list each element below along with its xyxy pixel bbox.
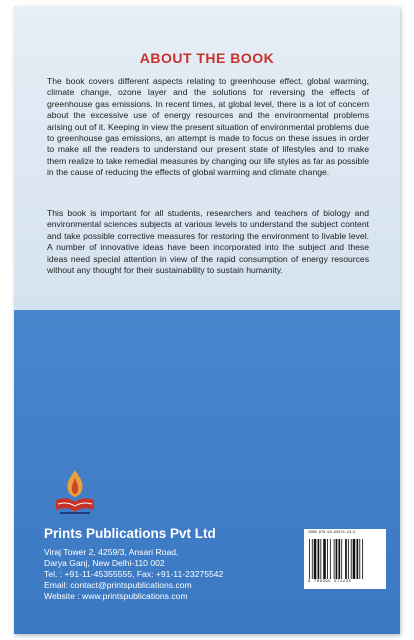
barcode-bar [309,539,310,579]
barcode-bar [359,539,360,579]
barcode-bars [309,539,381,579]
barcode [304,529,386,589]
publisher-phone: Tel. : +91-11-45355555, Fax: +91-11-23275542 [44,569,224,579]
barcode-bar [336,539,338,579]
barcode-bar [341,539,342,579]
book-back-cover [14,6,400,634]
barcode-bar [348,539,349,579]
flame-book-logo-icon [52,466,98,518]
barcode-bar [338,539,340,579]
description-paragraph-2: This book is important for all students, researchers and teachers of biology and environmental sciences subjects at various levels to understand the subject content and take possible corrective measures for restoring the environment to livable level. A number of innovative ideas have been incorporated into the subject and these ideas need special attention in view of the rapid consumption of energy resources without any thought for their sustainability to sustain humanity. [47,208,369,276]
barcode-bar [327,539,328,579]
barcode-bar [312,539,313,579]
isbn-label: ISBN 978-93-95674-24-5 [308,531,356,535]
barcode-bar [320,539,321,579]
publisher-email: Email: contact@printspublications.com [44,580,192,590]
barcode-bar [323,539,326,579]
barcode-bar [357,539,359,579]
description-paragraph-1: The book covers different aspects relating to greenhouse effect, global warming, climate change, ozone layer and the solutions for reversing the effects of greenhouse gas emissions. In recent times, at global level, there is a lot of concern about the excessive use of energy resources and the environmental problems arising out of it. Keeping in view the present situation of environmental problems due to greenhouse gas emissions, an attempt is made to focus on these issues in order to make all the readers to understand our present state of lifestyles and to make them realize to take remedial measures by changing our life styles as far as possible in the cause of reducing the effects of global warming and climate change. [47,76,369,178]
publisher-website: Website : www.printspublications.com [44,591,188,601]
barcode-bar [362,539,363,579]
barcode-bar [318,539,320,579]
barcode-bar [353,539,356,579]
about-heading: ABOUT THE BOOK [139,50,275,66]
barcode-bar [351,539,352,579]
barcode-bar [334,539,335,579]
barcode-bar [314,539,317,579]
publisher-name: Prints Publications Pvt Ltd [44,526,216,541]
publisher-address-line-2: Darya Ganj, New Delhi-110 002 [44,558,165,568]
barcode-digits: 9 789395 674245 [308,580,352,584]
barcode-bar [330,539,331,579]
publisher-address-line-1: Viraj Tower 2, 4259/3, Ansari Road, [44,547,179,557]
barcode-bar [345,539,347,579]
